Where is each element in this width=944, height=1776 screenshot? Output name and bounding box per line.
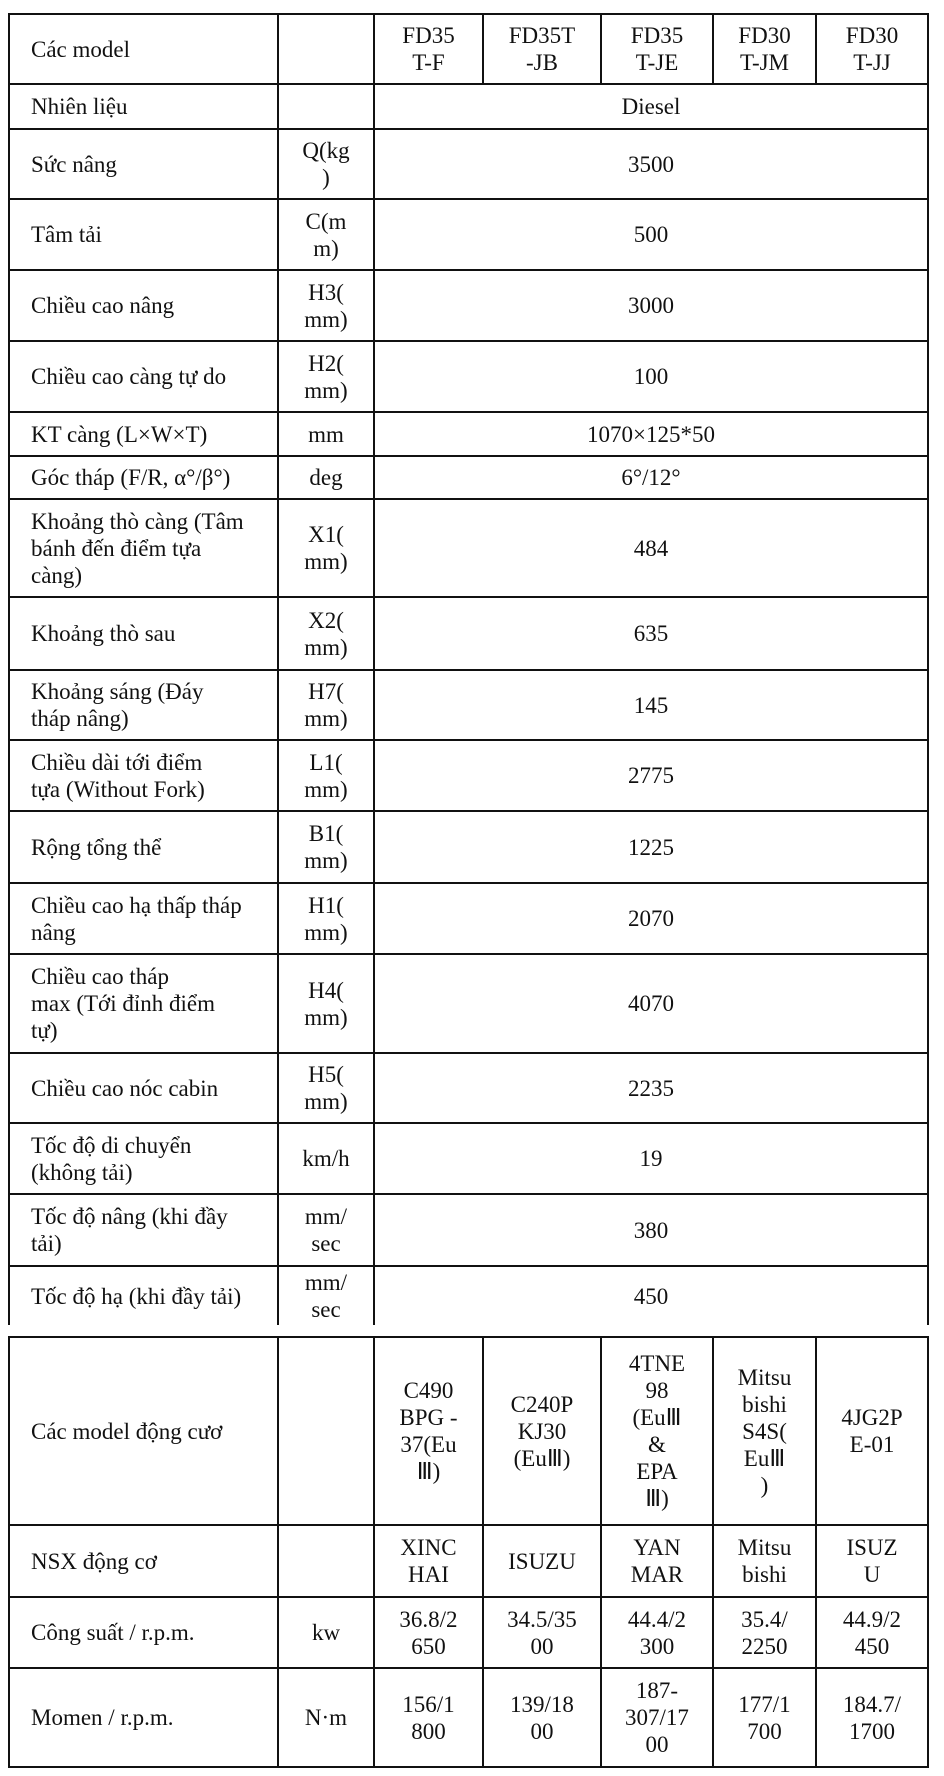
table-row xyxy=(9,84,928,129)
row-value: 6°/12° xyxy=(374,456,928,499)
row-unit: km/h xyxy=(278,1123,374,1194)
row-value: YAN MAR xyxy=(601,1525,713,1597)
row-label: Chiều cao càng tự do xyxy=(9,341,278,412)
row-unit: L1( mm) xyxy=(278,740,374,811)
row-value: 3000 xyxy=(374,270,928,341)
row-value: 19 xyxy=(374,1123,928,1194)
row-value: Diesel xyxy=(374,84,928,129)
table-row xyxy=(9,1337,928,1525)
model-header: FD30 T-JJ xyxy=(816,14,928,84)
row-label: Chiều dài tới điểm tựa (Without Fork) xyxy=(9,740,278,811)
row-value: 2235 xyxy=(374,1053,928,1123)
row-value: 34.5/35 00 xyxy=(483,1597,601,1668)
row-unit xyxy=(278,84,374,129)
table-row xyxy=(9,954,928,1053)
row-value: 145 xyxy=(374,670,928,740)
row-value: Mitsu bishi xyxy=(713,1525,816,1597)
model-header: FD35 T-F xyxy=(374,14,483,84)
row-label: NSX động cơ xyxy=(9,1525,278,1597)
table-row xyxy=(9,270,928,341)
forklift-spec-table xyxy=(8,13,929,1325)
row-label: Chiều cao hạ thấp tháp nâng xyxy=(9,883,278,954)
model-header: FD35T -JB xyxy=(483,14,601,84)
row-value: Mitsu bishi S4S( EuⅢ ) xyxy=(713,1337,816,1525)
row-label: Chiều cao tháp max (Tới đỉnh điểm tự) xyxy=(9,954,278,1053)
row-value: XINC HAI xyxy=(374,1525,483,1597)
table-row xyxy=(9,1597,928,1668)
table-row xyxy=(9,883,928,954)
row-unit: C(m m) xyxy=(278,199,374,270)
row-value: 4070 xyxy=(374,954,928,1053)
row-value: 4JG2P E-01 xyxy=(816,1337,928,1525)
table-row xyxy=(9,1053,928,1123)
table-row xyxy=(9,1123,928,1194)
row-unit: B1( mm) xyxy=(278,811,374,883)
row-label: Khoảng thò sau xyxy=(9,597,278,670)
row-value: 187- 307/17 00 xyxy=(601,1668,713,1767)
row-unit: H2( mm) xyxy=(278,341,374,412)
row-value: C240P KJ30 (EuⅢ) xyxy=(483,1337,601,1525)
table-row xyxy=(9,670,928,740)
row-label: Nhiên liệu xyxy=(9,84,278,129)
row-label: Rộng tổng thể xyxy=(9,811,278,883)
row-value: 2775 xyxy=(374,740,928,811)
row-unit: H3( mm) xyxy=(278,270,374,341)
table-row xyxy=(9,597,928,670)
row-value: ISUZ U xyxy=(816,1525,928,1597)
row-value: 177/1 700 xyxy=(713,1668,816,1767)
row-unit: Q(kg ) xyxy=(278,129,374,199)
row-label: Tâm tải xyxy=(9,199,278,270)
row-value: 500 xyxy=(374,199,928,270)
table-row xyxy=(9,1266,928,1325)
row-value: 1225 xyxy=(374,811,928,883)
header-unit xyxy=(278,14,374,84)
row-value: C490 BPG - 37(Eu Ⅲ) xyxy=(374,1337,483,1525)
row-unit: N·m xyxy=(278,1668,374,1767)
row-label: Tốc độ nâng (khi đầy tải) xyxy=(9,1194,278,1266)
row-label: Các model động cươ xyxy=(9,1337,278,1525)
table-row xyxy=(9,341,928,412)
model-header: FD30 T-JM xyxy=(713,14,816,84)
row-label: Tốc độ di chuyển (không tải) xyxy=(9,1123,278,1194)
row-unit: H4( mm) xyxy=(278,954,374,1053)
row-label: Khoảng thò càng (Tâm bánh đến điểm tựa càng) xyxy=(9,499,278,597)
table-row xyxy=(9,1194,928,1266)
row-value: 156/1 800 xyxy=(374,1668,483,1767)
table-row xyxy=(9,456,928,499)
header-row xyxy=(9,14,928,84)
row-value: 100 xyxy=(374,341,928,412)
row-unit: mm xyxy=(278,412,374,456)
row-label: Tốc độ hạ (khi đầy tải) xyxy=(9,1266,278,1325)
row-value: 2070 xyxy=(374,883,928,954)
row-value: 484 xyxy=(374,499,928,597)
row-value: 35.4/ 2250 xyxy=(713,1597,816,1668)
row-unit: mm/ sec xyxy=(278,1194,374,1266)
row-label: Chiều cao nóc cabin xyxy=(9,1053,278,1123)
row-unit: H7( mm) xyxy=(278,670,374,740)
row-label: Công suất / r.p.m. xyxy=(9,1597,278,1668)
table-row xyxy=(9,199,928,270)
table-row xyxy=(9,499,928,597)
row-value: 635 xyxy=(374,597,928,670)
table-row xyxy=(9,740,928,811)
row-value: 184.7/ 1700 xyxy=(816,1668,928,1767)
table-row xyxy=(9,129,928,199)
row-unit: kw xyxy=(278,1597,374,1668)
row-unit xyxy=(278,1525,374,1597)
row-unit: H5( mm) xyxy=(278,1053,374,1123)
row-label: KT càng (L×W×T) xyxy=(9,412,278,456)
table-row xyxy=(9,811,928,883)
row-value: 44.4/2 300 xyxy=(601,1597,713,1668)
row-unit: deg xyxy=(278,456,374,499)
row-unit: H1( mm) xyxy=(278,883,374,954)
row-value: 380 xyxy=(374,1194,928,1266)
model-header: FD35 T-JE xyxy=(601,14,713,84)
row-value: 4TNE 98 (EuⅢ & EPA Ⅲ) xyxy=(601,1337,713,1525)
row-label: Momen / r.p.m. xyxy=(9,1668,278,1767)
table-row xyxy=(9,1668,928,1767)
table-row xyxy=(9,412,928,456)
engine-spec-table xyxy=(8,1336,929,1768)
row-value: 36.8/2 650 xyxy=(374,1597,483,1668)
row-value: 450 xyxy=(374,1266,928,1325)
row-label: Góc tháp (F/R, α°/β°) xyxy=(9,456,278,499)
row-unit xyxy=(278,1337,374,1525)
row-label: Sức nâng xyxy=(9,129,278,199)
row-value: 3500 xyxy=(374,129,928,199)
row-value: ISUZU xyxy=(483,1525,601,1597)
row-value: 139/18 00 xyxy=(483,1668,601,1767)
row-label: Chiều cao nâng xyxy=(9,270,278,341)
table-row xyxy=(9,1525,928,1597)
row-value: 1070×125*50 xyxy=(374,412,928,456)
row-unit: X2( mm) xyxy=(278,597,374,670)
row-unit: mm/ sec xyxy=(278,1266,374,1325)
header-label: Các model xyxy=(9,14,278,84)
row-unit: X1( mm) xyxy=(278,499,374,597)
row-value: 44.9/2 450 xyxy=(816,1597,928,1668)
row-label: Khoảng sáng (Đáy tháp nâng) xyxy=(9,670,278,740)
